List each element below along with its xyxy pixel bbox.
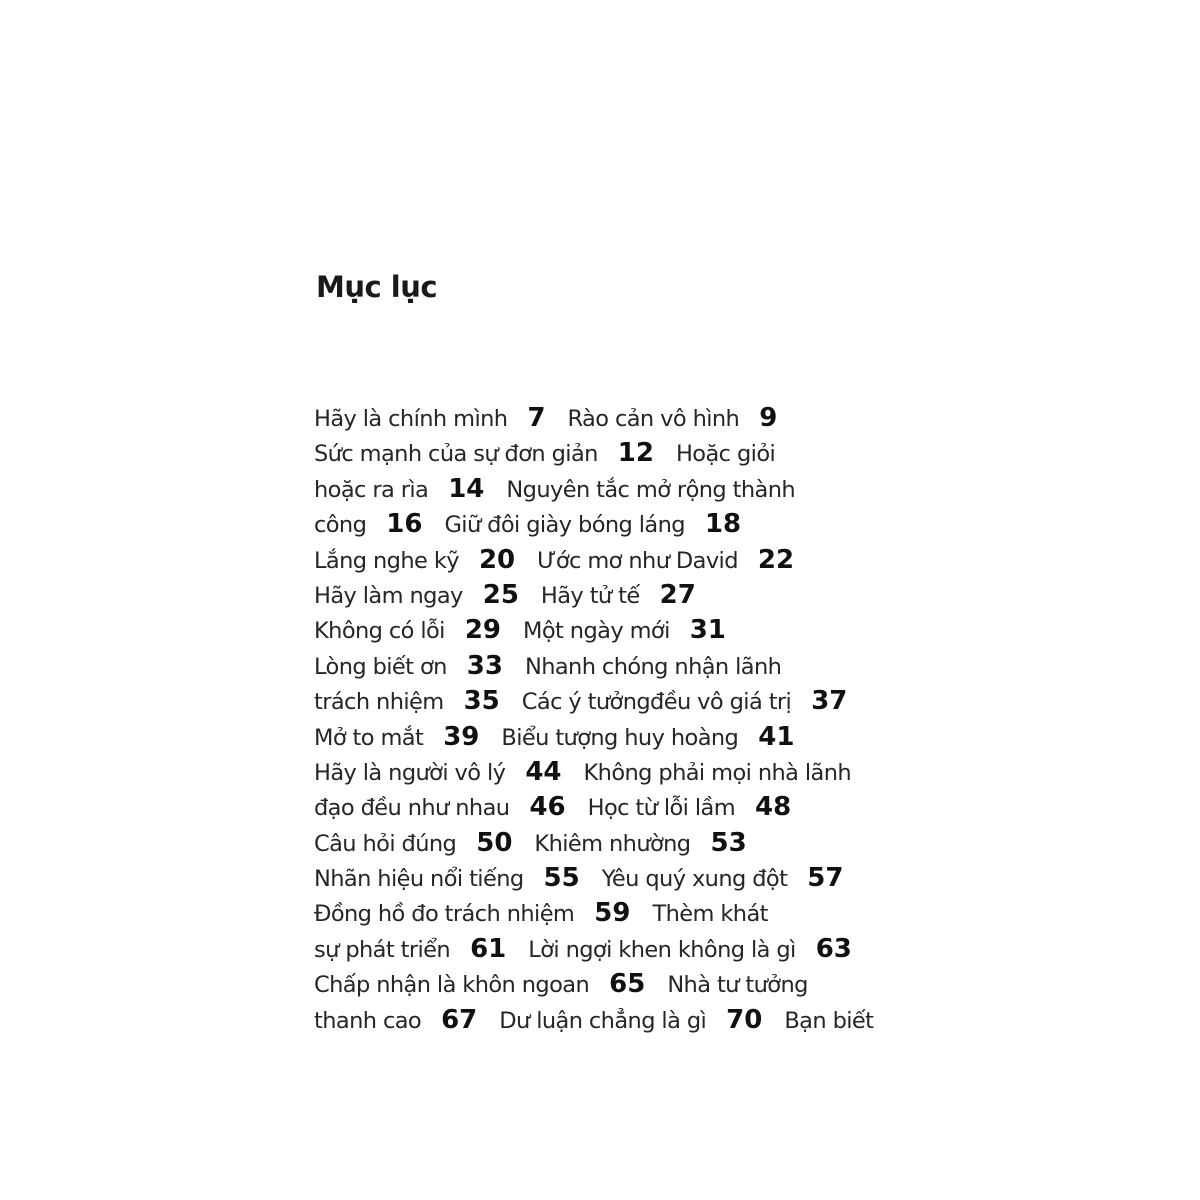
toc-page-number: 35 xyxy=(463,686,500,717)
toc-page-number: 27 xyxy=(659,579,696,610)
toc-line xyxy=(314,861,914,896)
toc-entry-title: đạo đều như nhau xyxy=(314,795,510,822)
toc-entry-title: Hãy làm ngay xyxy=(314,582,463,609)
toc-entry-title: trách nhiệm xyxy=(314,689,444,716)
toc-entry-title: Lòng biết ơn xyxy=(314,653,447,680)
toc-page-number: 55 xyxy=(543,863,580,894)
toc-page-number: 25 xyxy=(482,579,519,610)
toc-page-number: 31 xyxy=(689,615,726,646)
toc-page-number: 37 xyxy=(811,686,848,717)
toc-entry-title: Hãy tử tế xyxy=(540,582,640,609)
toc-page-number: 67 xyxy=(441,1004,478,1035)
toc-entry-title: sự phát triển xyxy=(314,936,451,963)
toc-page-number: 29 xyxy=(464,615,502,646)
toc-page-number: 22 xyxy=(757,544,795,575)
toc-entry-title: Lắng nghe kỹ xyxy=(314,547,459,574)
toc-entry-title: Nhãn hiệu nổi tiếng xyxy=(314,866,524,893)
toc-entry-title: Hãy là chính mình xyxy=(314,406,508,432)
toc-page-number: 50 xyxy=(476,827,513,858)
toc-page-number: 16 xyxy=(386,509,423,540)
toc-entry-title: Hoặc giỏi xyxy=(675,441,776,468)
toc-entry-title: Mở to mắt xyxy=(314,724,424,751)
toc-entry-title: Giữ đôi giày bóng láng xyxy=(444,512,685,539)
toc-line xyxy=(314,932,914,967)
toc-entry-title: Nguyên tắc mở rộng thành xyxy=(506,476,796,503)
toc-line xyxy=(314,436,914,471)
toc-entry-title: Khiêm nhường xyxy=(534,830,691,857)
table-of-contents xyxy=(314,401,914,1038)
toc-line xyxy=(314,649,914,684)
toc-page-number: 39 xyxy=(443,721,480,752)
toc-page-number: 65 xyxy=(609,969,646,1000)
toc-page-number: 20 xyxy=(478,544,516,575)
toc-entry-title: thanh cao xyxy=(314,1007,422,1034)
toc-entry-title: hoặc ra rìa xyxy=(314,476,429,503)
toc-entry-title: Thèm khát xyxy=(652,901,768,928)
toc-entry-title: Bạn biết xyxy=(784,1007,874,1034)
toc-line xyxy=(314,472,914,507)
toc-entry-title: Dư luận chẳng là gì xyxy=(499,1007,707,1034)
toc-page-number: 18 xyxy=(704,509,742,540)
toc-entry-title: Không có lỗi xyxy=(314,618,445,645)
toc-page-number: 48 xyxy=(755,792,792,823)
toc-page-number: 41 xyxy=(758,721,795,752)
toc-entry-title: Sức mạnh của sự đơn giản xyxy=(314,441,598,468)
toc-entry-title: Rào cản vô hình xyxy=(567,406,740,432)
toc-page-number: 46 xyxy=(529,792,566,823)
toc-page-number: 53 xyxy=(710,827,747,858)
toc-entry-title: Nhanh chóng nhận lãnh xyxy=(524,653,782,680)
toc-line xyxy=(314,543,914,578)
toc-entry-title: Nhà tư tưởng xyxy=(667,972,808,999)
toc-page-number: 61 xyxy=(470,933,507,964)
toc-line xyxy=(314,720,914,755)
toc-entry-title: Biểu tượng huy hoàng xyxy=(501,724,739,751)
toc-line xyxy=(314,578,914,613)
toc-page-number: 9 xyxy=(759,403,778,433)
toc-entry-title: Hãy là người vô lý xyxy=(314,759,506,786)
toc-line xyxy=(314,755,914,790)
toc-page-number: 63 xyxy=(815,933,852,964)
toc-line xyxy=(314,826,914,861)
toc-page-number: 33 xyxy=(466,650,503,681)
toc-entry-title: công xyxy=(314,512,367,539)
toc-entry-title: Lời ngợi khen không là gì xyxy=(528,936,796,963)
toc-page-number: 14 xyxy=(448,473,485,504)
toc-line xyxy=(314,401,914,436)
toc-entry-title: Một ngày mới xyxy=(523,618,670,645)
toc-page-number: 7 xyxy=(527,403,546,433)
toc-line xyxy=(314,507,914,542)
toc-line xyxy=(314,896,914,931)
toc-page-number: 57 xyxy=(807,863,844,894)
toc-entry-title: Yêu quý xung đột xyxy=(601,866,788,893)
toc-page-number: 12 xyxy=(617,438,654,469)
toc-line xyxy=(314,790,914,825)
toc-entry-title: Học từ lỗi lầm xyxy=(587,795,736,822)
toc-page-number: 70 xyxy=(726,1004,763,1035)
toc-line xyxy=(314,613,914,648)
toc-entry-title: Ước mơ như David xyxy=(537,547,738,574)
toc-entry-title: Các ý tưởngđều vô giá trị xyxy=(521,689,792,716)
toc-page-number: 44 xyxy=(525,756,562,787)
toc-line xyxy=(314,967,914,1002)
toc-page-number: 59 xyxy=(594,898,631,929)
toc-heading: Mục lục xyxy=(316,270,438,304)
toc-entry-title: Câu hỏi đúng xyxy=(314,830,457,857)
toc-entry-title: Không phải mọi nhà lãnh xyxy=(583,759,852,786)
toc-line xyxy=(314,684,914,719)
toc-entry-title: Chấp nhận là khôn ngoan xyxy=(314,972,590,999)
toc-line xyxy=(314,1003,914,1038)
toc-entry-title: Đồng hồ đo trách nhiệm xyxy=(314,901,575,928)
